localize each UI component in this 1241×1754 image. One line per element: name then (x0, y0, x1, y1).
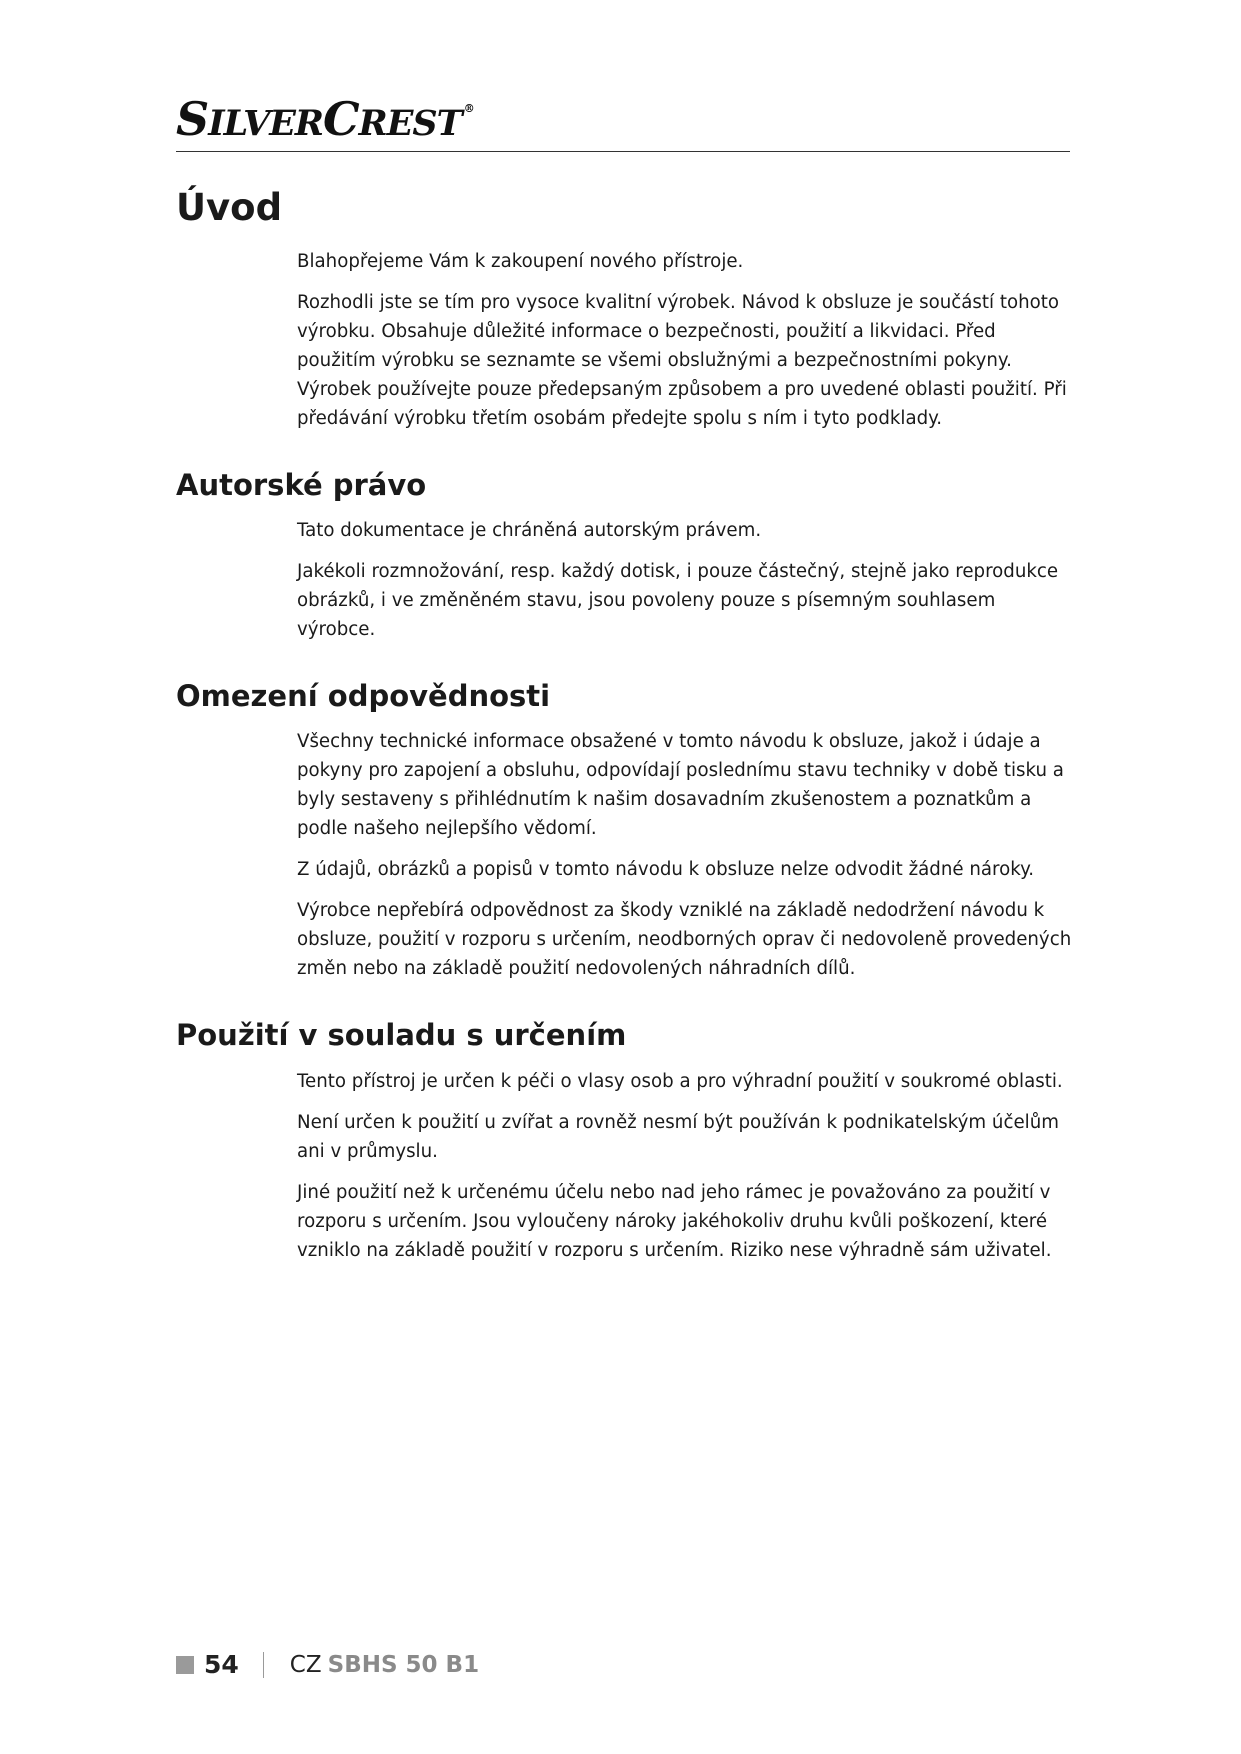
paragraph: Tento přístroj je určen k péči o vlasy osob a pro výhradní použití v soukromé oblasti. (297, 1070, 1063, 1092)
paragraph: Není určen k použití u zvířat a rovněž nesmí být používán k podnikatelským účelům ani v průmyslu. (297, 1111, 1059, 1162)
section-heading: Autorské právo (176, 467, 427, 502)
paragraph: Tato dokumentace je chráněná autorským právem. (297, 520, 762, 542)
section-uvod (176, 188, 1072, 433)
paragraph: Jiné použití než k určenému účelu nebo nad jeho rámec je považováno za použití v rozporu s určením. Jsou vyloučeny nároky jakéhokoliv druhu kvůli poškození, které vzniklo na základě použití v rozporu s určením. Riziko nese výhradně sám uživatel. (297, 1181, 1052, 1261)
paragraph: Blahopřejeme Vám k zakoupení nového přístroje. (297, 250, 744, 272)
paragraph: Všechny technické informace obsažené v tomto návodu k obsluze, jakož i údaje a pokyny pro zapojení a obsluhu, odpovídají poslednímu stavu techniky v době tisku a byly sestaveny s přihlédnutím k našim dosavadním zkušenostem a poznatkům a podle našeho nejlepšího vědomí. (297, 731, 1064, 840)
header-rule (176, 151, 1070, 152)
section-heading: Omezení odpovědnosti (176, 679, 551, 714)
paragraph: Z údajů, obrázků a popisů v tomto návodu k obsluze nelze odvodit žádné nároky. (297, 859, 1035, 881)
section-body (297, 247, 1072, 433)
main-content (176, 188, 1072, 1277)
page-footer (176, 1650, 479, 1679)
paragraph: Výrobce nepřebírá odpovědnost za škody vzniklé na základě nedodržení návodu k obsluze, použití v rozporu s určením, neodborných oprav či nedovoleně provedených změn nebo na základě použití nedovolených náhradních dílů. (297, 900, 1072, 980)
section-body (297, 1067, 1072, 1265)
footer-divider (263, 1652, 264, 1678)
section-heading: Úvod (176, 186, 283, 229)
language-code: CZ (289, 1651, 322, 1678)
footer-square-icon (176, 1656, 194, 1674)
page-number: 54 (204, 1650, 239, 1679)
section-body (297, 516, 1072, 644)
paragraph: Rozhodli jste se tím pro vysoce kvalitní výrobek. Návod k obsluze je součástí tohoto výrobku. Obsahuje důležité informace o bezpečnosti, použití a likvidaci. Před použitím výrobku se seznamte se všemi obslužnými a bezpečnostními pokyny. Výrobek používejte pouze předepsaným způsobem a pro uvedené oblasti použití. Při předávání výrobku třetím osobám předejte spolu s ním i tyto podklady. (297, 291, 1067, 429)
brand-logo: SILVERCREST ® (176, 92, 474, 146)
paragraph: Jakékoli rozmnožování, resp. každý dotisk, i pouze částečný, stejně jako reprodukce obrázků, i ve změněném stavu, jsou povoleny pouze s písemným souhlasem výrobce. (297, 561, 1059, 641)
section-autorske-pravo (176, 469, 1072, 644)
section-omezeni-odpovednosti (176, 680, 1072, 983)
section-heading: Použití v souladu s určením (176, 1018, 627, 1053)
model-number: SBHS 50 B1 (327, 1651, 480, 1678)
section-pouziti-v-souladu (176, 1019, 1072, 1264)
section-body (297, 727, 1072, 983)
